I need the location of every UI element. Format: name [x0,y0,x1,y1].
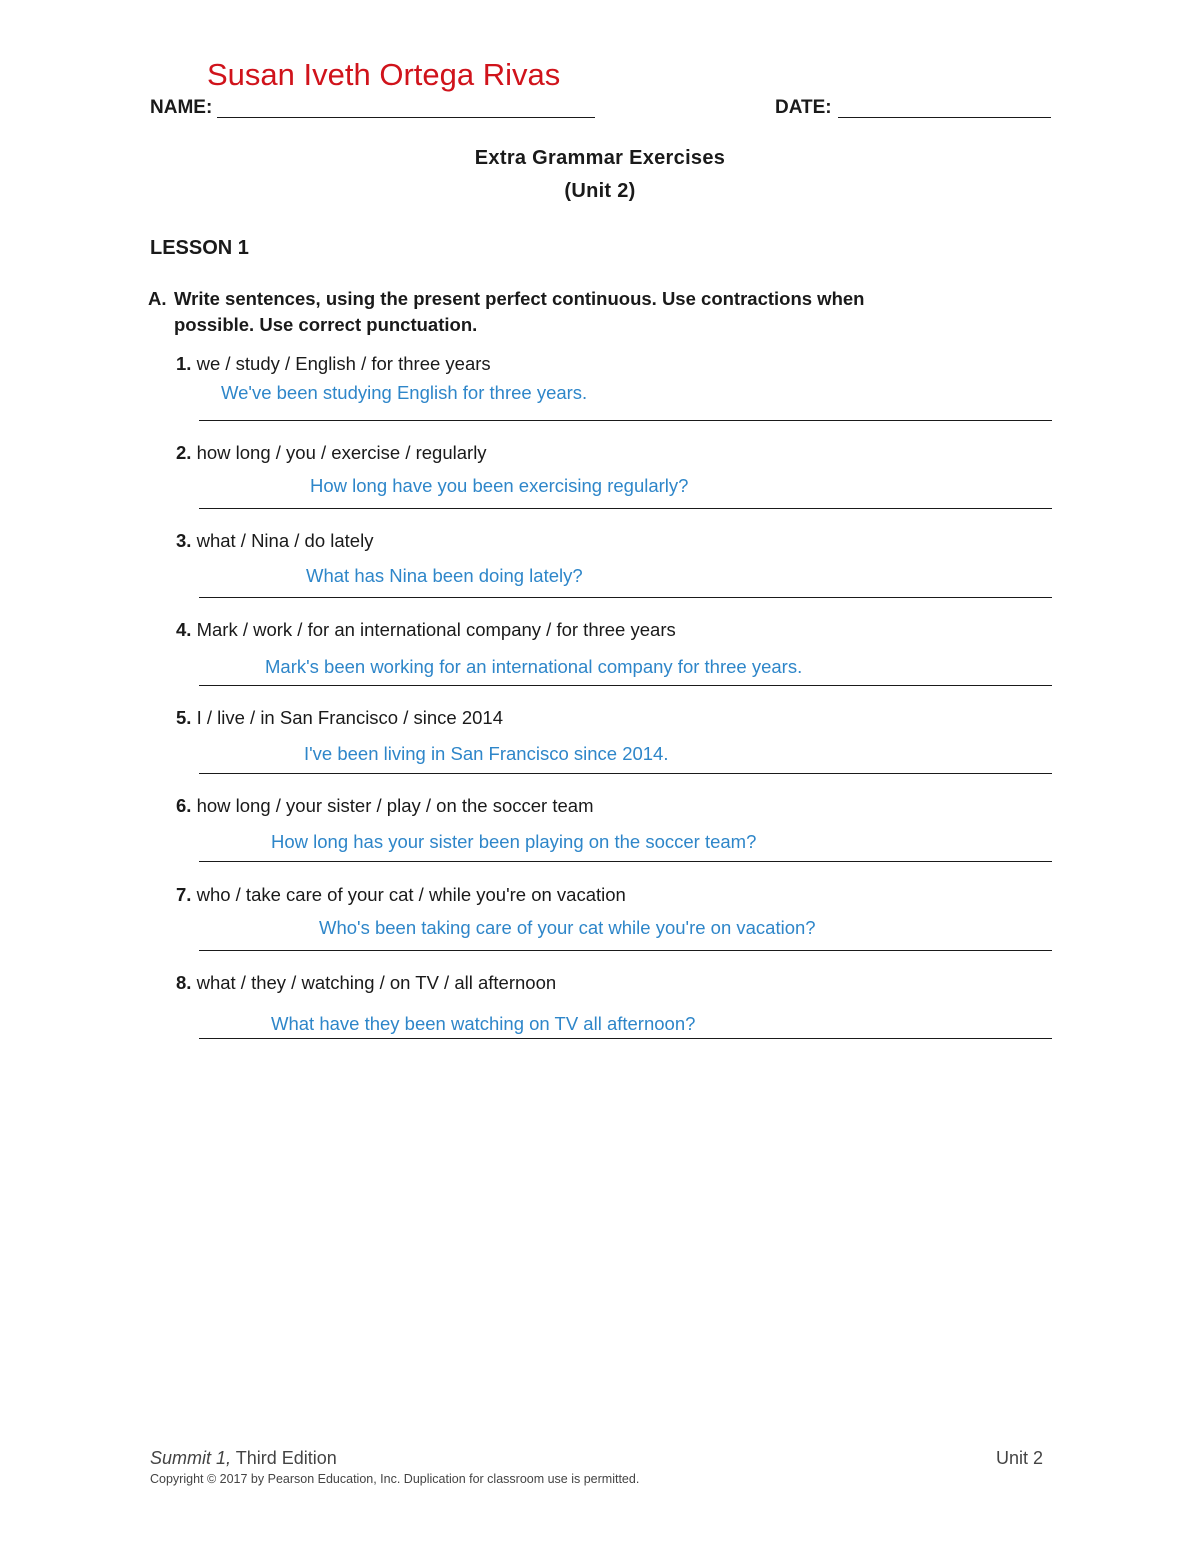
question-number: 5. [176,707,192,728]
question-text: how long / you / exercise / regularly [196,442,487,463]
footer-book-title: Summit 1, [150,1448,232,1468]
worksheet-title: Extra Grammar Exercises [474,147,726,169]
question-2-answer[interactable]: How long have you been exercising regularly? [310,475,689,496]
question-6-answer[interactable]: How long has your sister been playing on the soccer team? [271,831,757,852]
question-2-prompt [176,442,487,464]
question-5-answer[interactable]: I've been living in San Francisco since 2014. [304,743,669,764]
question-number: 2. [176,442,192,463]
question-3-answer-line [199,597,1052,598]
question-number: 6. [176,795,192,816]
question-6-prompt [176,795,594,817]
question-5-answer-line [199,773,1052,774]
question-6-answer-line [199,861,1052,862]
footer-book-info [150,1448,337,1469]
question-text: how long / your sister / play / on the soccer team [196,795,594,816]
question-8-answer[interactable]: What have they been watching on TV all afternoon? [271,1013,696,1034]
worksheet-subtitle: (Unit 2) [564,180,636,202]
question-number: 4. [176,619,192,640]
question-4-answer[interactable]: Mark's been working for an international company for three years. [265,656,803,677]
question-1-prompt [176,353,491,375]
question-8-prompt [176,972,556,994]
question-text: Mark / work / for an international company / for three years [196,619,676,640]
question-7-answer[interactable]: Who's been taking care of your cat while you're on vacation? [319,917,816,938]
question-text: who / take care of your cat / while you're on vacation [196,884,626,905]
question-8-answer-line [199,1038,1052,1039]
question-text: what / they / watching / on TV / all afternoon [196,972,557,993]
question-3-prompt [176,530,373,552]
instructions-line-1: Write sentences, using the present perfect continuous. Use contractions when [174,288,865,309]
footer-edition: Third Edition [235,1448,337,1468]
question-text: we / study / English / for three years [196,353,491,374]
question-2-answer-line [199,508,1052,509]
question-text: what / Nina / do lately [196,530,374,551]
question-number: 1. [176,353,192,374]
footer-unit: Unit 2 [996,1448,1044,1468]
footer-copyright: Copyright © 2017 by Pearson Education, Inc. Duplication for classroom use is permitted. [150,1472,640,1486]
date-label: DATE: [775,97,832,118]
exercise-instructions [148,286,1028,338]
question-4-prompt [176,619,676,641]
exercise-letter: A. [148,288,167,309]
question-number: 3. [176,530,192,551]
question-7-prompt [176,884,626,906]
question-3-answer[interactable]: What has Nina been doing lately? [306,565,583,586]
question-7-answer-line [199,950,1052,951]
date-blank-line [838,117,1051,118]
student-name: Susan Iveth Ortega Rivas [207,57,561,92]
question-4-answer-line [199,685,1052,686]
question-1-answer-line [199,420,1052,421]
instructions-line-2: possible. Use correct punctuation. [174,314,478,335]
name-blank-line [217,117,595,118]
question-text: I / live / in San Francisco / since 2014 [196,707,504,728]
question-number: 8. [176,972,192,993]
question-5-prompt [176,707,503,729]
lesson-heading: LESSON 1 [150,237,249,259]
question-number: 7. [176,884,192,905]
question-1-answer[interactable]: We've been studying English for three years. [221,382,588,403]
name-label: NAME: [150,97,213,118]
